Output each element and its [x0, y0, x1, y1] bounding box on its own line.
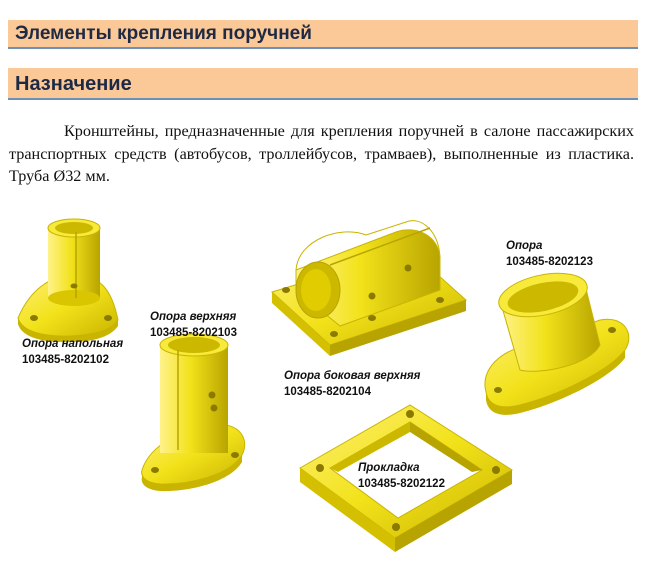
gasket-label	[358, 460, 445, 492]
gasket-code: 103485-8202122	[358, 478, 445, 490]
support-image	[485, 266, 629, 415]
subsection-heading: Назначение	[15, 73, 132, 95]
floor-support-image	[18, 219, 118, 342]
floor-support-code: 103485-8202102	[22, 354, 109, 366]
upper-support-code: 103485-8202103	[150, 327, 237, 339]
side-upper-support-label	[284, 368, 420, 400]
description-paragraph: Кронштейны, предназначенные для крепления поручней в салоне пассажирских транспортных средств (автобусов, троллейбусов, трамваев), выполненные из пластика. Труба Ø32 мм.	[9, 122, 634, 185]
side-upper-support-code: 103485-8202104	[284, 386, 371, 398]
upper-support-name: Опора верхняя	[150, 311, 237, 323]
support-name: Опора	[506, 240, 543, 252]
floor-support-label	[22, 336, 123, 368]
floor-support-name: Опора напольная	[22, 338, 124, 350]
upper-support-image	[142, 334, 245, 491]
gasket-name: Прокладка	[358, 462, 420, 474]
section-heading: Элементы крепления поручней	[15, 23, 312, 44]
support-code: 103485-8202123	[506, 256, 593, 268]
side-upper-support-image	[272, 221, 466, 356]
side-upper-support-name: Опора боковая верхняя	[284, 370, 421, 382]
support-label	[506, 238, 593, 270]
upper-support-label	[150, 309, 237, 341]
